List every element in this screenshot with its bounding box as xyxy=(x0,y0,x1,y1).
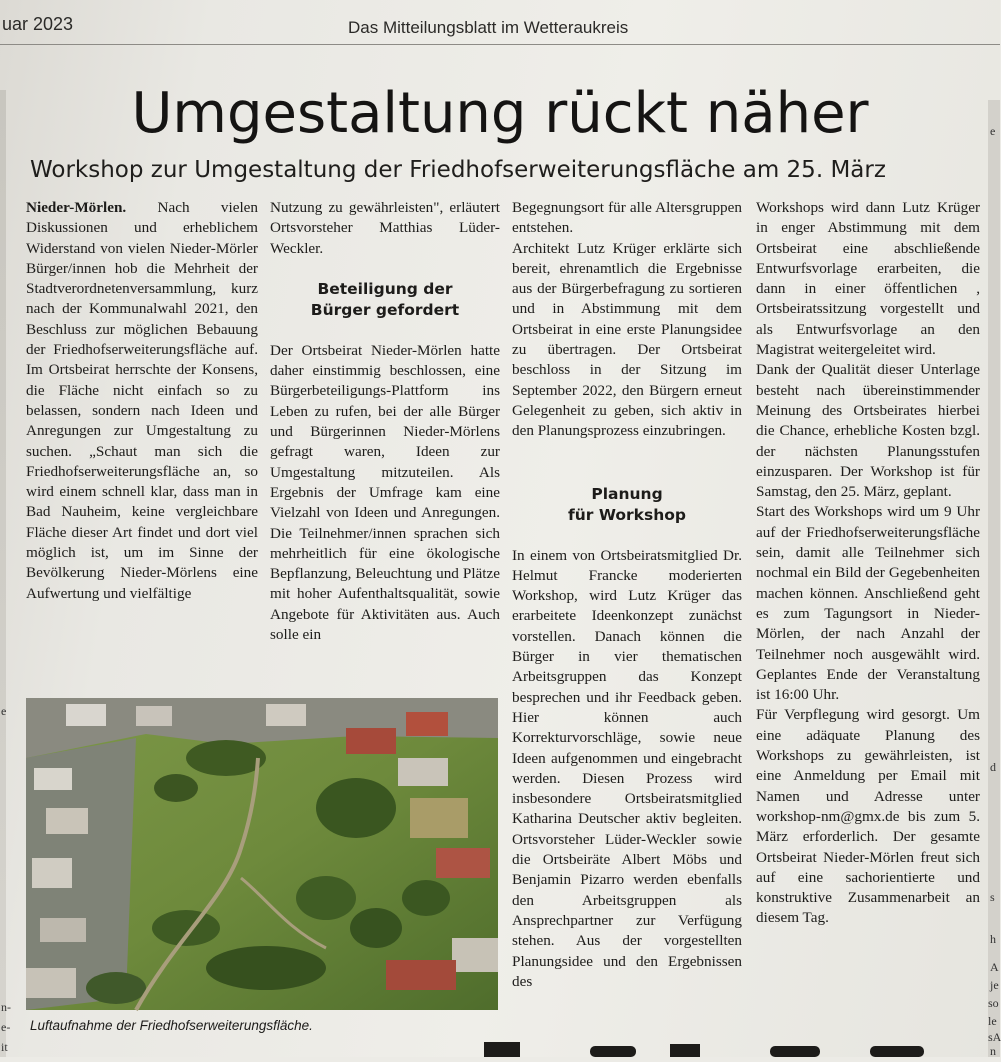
section-subhead-line-2: für Workshop xyxy=(568,505,686,524)
paragraph-text: Für Verpflegung wird gesorgt. Um eine adäquate Planung des Workshops zu gewährleisten, ist eine Anmeldung per Email mit Namen und Adresse unter workshop-nm@gmx.de bis zum 5. März erforderlich. Der gesamte Ortsbeirat Nieder-Mörlen freut sich auf eine sachorientierte und konstruktive Zusammenarbeit an diesem Tag. xyxy=(756,706,980,927)
photo-caption: Luftaufnahme der Friedhofserweiterungsfläche. xyxy=(30,1018,313,1033)
edge-text-fragment: A xyxy=(990,960,999,974)
section-subhead-line-1: Beteiligung der xyxy=(317,279,453,298)
paragraph-text: In einem von Ortsbeiratsmitglied Dr. Helmut Francke moderierten Workshop, wird Lutz Krüger das erarbeitete Ideenkonzept zunächst vorstellen. Danach können die Bürger in vier thematischen Arbeitsgruppen das Konzept besprechen und ihr Feedback geben. Hier können auch Korrekturvorschläge, sowie neue Ideen aufgenommen und eingebracht werden. Diesen Prozess wird insbesondere Ortsbeiratsmitglied Katharina Deutscher aktiv begleiten. Ortsvorsteher Lüder-Weckler sowie die Ortsbeiräte Albert Möbs und Benjamin Pizarro werden ebenfalls den Arbeitsgruppen als Ansprechpartner zur Verfügung stehen. Aus der vorgestellten Planungsidee und den Ergebnissen des xyxy=(512,546,742,990)
paragraph-text: Nutzung zu gewährleisten", erläutert Ortsvorsteher Matthias Lüder-Weckler. xyxy=(270,199,500,257)
aerial-photo xyxy=(26,698,498,1010)
masthead-title: Das Mitteilungsblatt im Wetteraukreis xyxy=(348,18,629,37)
article-subheadline: Workshop zur Umgestaltung der Friedhofserweiterungsfläche am 25. März xyxy=(30,157,886,183)
article-column-3 xyxy=(512,198,742,992)
paragraph-text: Dank der Qualität dieser Unterlage besteht nach übereinstimmender Meinung des Ortsbeirates hierbei die Chance, erhebliche Kosten bzgl. der nächsten Planungsstufen einzusparen. Der Workshop ist für Samstag, den 25. März, geplant. xyxy=(756,361,980,501)
article-column-4 xyxy=(756,198,980,929)
edge-text-fragment: s xyxy=(990,890,995,904)
edge-text-fragment: h xyxy=(990,932,996,946)
article-headline: Umgestaltung rückt näher xyxy=(131,81,869,146)
paragraph-text: Der Ortsbeirat Nieder-Mörlen hatte daher einstimmig beschlossen, eine Bürgerbeteiligungs-Plattform ins Leben zu rufen, bei der alle Bürger und Bürgerinnen Nieder-Mörlens gefragt waren, Ideen zur Umgestaltung mitzuteilen. Als Ergebnis der Umfrage kam eine Vielzahl von Ideen und Anregungen. Die Teilnehmer/innen sprachen sich mehrheitlich für eine ökologische Bepflanzung, Beleuchtung und Plätze mit hoher Aufenthaltsqualität, sowie Angebote für Aktivitäten aus. Auch solle ein xyxy=(270,341,500,644)
edge-text-fragment: e- xyxy=(1,1020,11,1034)
paragraph-text: Nach vielen Diskussionen und erheblichem Widerstand von vielen Nieder-Mörler Bürger/innen hob die Mehrheit der Stadtverordnetenversammlung, kurz nach der Kommunalwahl 2021, den Beschluss zur möglichen Bebauung der Friedhofserweiterungsfläche auf. Im Ortsbeirat herrschte der Konsens, die Fläche nicht einfach so zu belassen, sondern nach Ideen und Anregungen zur Umgestaltung zu suchen. „Schaut man sich die Friedhofserweiterungsfläche an, so wird einem schnell klar, dass man in Bad Nauheim, keine vergleichbare Fläche dieser Art findet und dort viel möglich ist, um im Sinne der Bevölkerung Nieder-Mörlens eine Aufwertung und vielfältige xyxy=(26,199,259,602)
article-column-1 xyxy=(26,198,258,604)
header-divider xyxy=(0,44,1000,45)
edge-text-fragment: e xyxy=(1,704,7,718)
dateline: Nieder-Mörlen. xyxy=(26,199,127,216)
edge-text-fragment: n- xyxy=(1,1000,11,1014)
paragraph-text: Begegnungsort für alle Altersgruppen entstehen. xyxy=(512,199,742,237)
aerial-photo-illustration xyxy=(26,698,498,1010)
section-subhead-line-2: Bürger gefordert xyxy=(310,300,460,319)
next-headline-fragment xyxy=(470,1036,950,1057)
section-subhead-line-1: Planung xyxy=(591,484,663,503)
edge-text-fragment: e xyxy=(990,124,996,138)
paragraph-text: Workshops wird dann Lutz Krüger in enger Abstimmung mit dem Ortsbeirat eine abschließende Entwurfsvorlage erarbeiten, die dann in einer öffentlichen , Ortsbeiratssitzung vorgestellt und als Entwurfsvorlage an den Magistrat weitergeleitet wird. xyxy=(756,199,980,359)
right-page-margin xyxy=(988,100,1000,1057)
edge-text-fragment: je xyxy=(990,978,999,992)
edge-text-fragment: n xyxy=(990,1044,996,1058)
edge-text-fragment: le xyxy=(988,1014,997,1028)
paragraph-text: Start des Workshops wird um 9 Uhr auf der Friedhofserweiterungsfläche sein, damit alle Teilnehmer sich nochmal ein Bild der Gegebenheiten machen können. Anschließend geht es zum Tagungsort in Nieder-Mörlen, der nach Anzahl der Teilnehmer noch ausgewählt wird. Geplantes Ende der Veranstaltung ist 16:00 Uhr. xyxy=(756,503,980,704)
edge-text-fragment: sA xyxy=(988,1030,1001,1044)
issue-date-fragment: uar 2023 xyxy=(2,14,74,34)
paragraph-text: Architekt Lutz Krüger erklärte sich bereit, ehrenamtlich die Ergebnisse aus der Bürgerbefragung zu sortieren und in Abstimmung mit dem Ortsbeirat in eine erste Planungsidee zu übertragen. Der Ortsbeirat beschloss in der Sitzung im September 2022, den Bürgern erneut Gelegenheit zu geben, sich aktiv in den Planungsprozess einzubringen. xyxy=(512,239,742,440)
article-column-2 xyxy=(270,198,500,645)
edge-text-fragment: so xyxy=(988,996,999,1010)
left-page-margin xyxy=(0,90,6,1057)
edge-text-fragment: d xyxy=(990,760,996,774)
edge-text-fragment: it xyxy=(1,1040,8,1054)
